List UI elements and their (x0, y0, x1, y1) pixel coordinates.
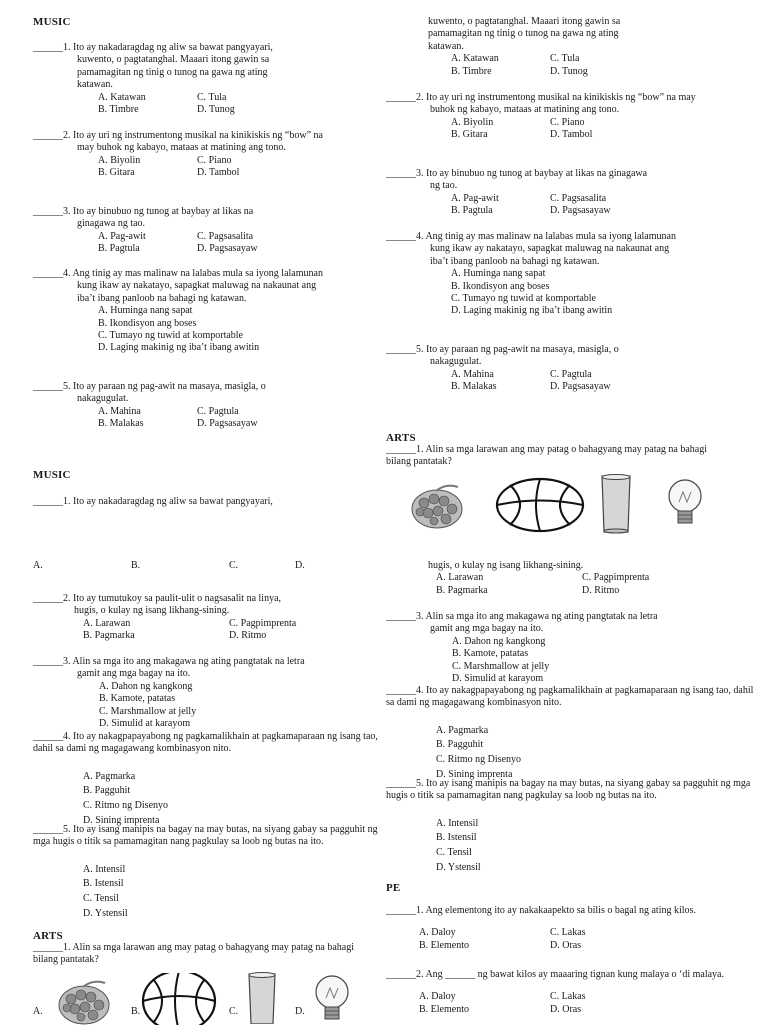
options (83, 863, 383, 921)
question-block (386, 611, 671, 685)
options (451, 369, 656, 394)
question-text: ______3. Ito ay binubuo ng tunog at baybay at likas na ginagawa ng tao. (33, 206, 254, 230)
option: B. Pagguhit (83, 785, 131, 797)
option: A. Dahon ng kangkong (99, 680, 193, 692)
option: A. Intensil (83, 863, 126, 875)
option: A. Huminga nang sapat (98, 305, 193, 317)
question-block (386, 92, 698, 142)
choice-label-c: C. (229, 560, 239, 571)
option: A. Dahon ng kangkong (452, 635, 546, 647)
question-text: ______1. Alin sa mga larawan ang may patag o bahagyang may patag na bahagi bilang pantatak? (386, 444, 708, 468)
option: C. Tensil (83, 893, 119, 904)
options (451, 53, 686, 78)
option: C. Pagtula (197, 405, 239, 417)
option: B. Ikondisyon ang boses (98, 317, 197, 329)
option: D. Pagsasayaw (550, 381, 611, 393)
pe-heading: PE (386, 882, 401, 894)
options (451, 268, 676, 318)
option: C. Tumayo ng tuwid at komportable (98, 330, 243, 342)
option: B. Ikondisyon ang boses (451, 280, 550, 292)
option: D. Tambol (550, 129, 593, 141)
option: C. Piano (197, 154, 232, 166)
option: B. Elemento (419, 939, 469, 951)
option: B. Timbre (98, 104, 139, 116)
light-bulb-image (665, 478, 705, 530)
option: C. Pagsasalita (550, 192, 607, 204)
option: B. Pagguhit (436, 739, 484, 751)
option: B. Istensil (436, 832, 477, 844)
option: C. Tula (550, 53, 580, 65)
choice-label-b: B. (131, 560, 141, 571)
question-block (386, 344, 656, 394)
question-text: ______3. Ito ay binubuo ng tunog at baybay at likas na ginagawa ng tao. (386, 168, 648, 192)
options (98, 92, 303, 117)
option: B. Elemento (419, 1003, 469, 1015)
question-text: ______2. Ito ay uri ng instrumentong musikal na kinikiskis ng “bow” na may buhok ng kabayo, mataas at matining ang tono. (33, 130, 323, 154)
question-text: ______2. Ito ay uri ng instrumentong musikal na kinikiskis ng “bow” na may buhok ng kabayo, mataas at matining ang tono. (386, 92, 696, 116)
option: A. Pagmarka (436, 724, 489, 736)
option: D. Simulid at karayom (99, 718, 191, 730)
option: C. Tula (197, 91, 227, 103)
option: A. Daloy (419, 991, 456, 1003)
option: C. Pagpimprenta (582, 572, 650, 584)
options (419, 991, 758, 1016)
question-block (33, 130, 333, 180)
option: C. Lakas (550, 927, 586, 939)
option: D. Simulid at karayom (452, 673, 544, 685)
options (436, 817, 758, 875)
question-text: ______5. Ito ay isang manipis na bagay na may butas, na siyang gabay sa pagguhit ng mga hugis o titik sa pamamagitan nang pagkulay sa loob ng butas na ito. (386, 778, 751, 802)
option: C. Tensil (436, 847, 472, 858)
options (99, 681, 318, 731)
option: B. Gitara (98, 167, 135, 179)
option: A. Pagmarka (83, 770, 136, 782)
question-block (33, 268, 323, 355)
fruit-net-image (53, 975, 115, 1025)
question-text: ______4. Ang tinig ay mas malinaw na lalabas mula sa iyong lalamunan kung ikaw ay nakatayo, sapagkat maluwag na nakaunat ang iba’t ibang panloob na bahagi ng katawan. (33, 268, 323, 304)
option: C. Tumayo ng tuwid at komportable (451, 293, 596, 305)
basketball-image (141, 973, 217, 1025)
question-text: ______5. Ito ay isang manipis na bagay na may butas, na siyang gabay sa pagguhit ng mga hugis o titik sa pamamagitan nang pagkulay sa loob ng butas na ito. (33, 824, 378, 848)
question-block (33, 731, 383, 828)
option: C. Pagpimprenta (229, 617, 297, 629)
question-text: ______4. Ito ay nakagpapayabong ng pagkamalikhain at pagkamaparaan ng isang tao, dahil sa dami ng magagawang kombinasyon nito. (386, 685, 754, 709)
choice-label-a: A. (33, 560, 43, 571)
options (451, 117, 698, 142)
question-text: hugis, o kulay ng isang likhang-sining. (74, 605, 230, 617)
option: D. Pagsasayaw (550, 205, 611, 217)
options (419, 927, 758, 952)
option: A. Larawan (83, 617, 131, 629)
option: A. Mahina (451, 368, 494, 380)
question-text: ______1. Ito ay nakadaragdag ng aliw sa bawat pangyayari, kuwento, o pagtatanghal. Maaari itong gawin sa pamamagitan ng tinig o tunog na gawa ng ating katawan. (33, 42, 273, 91)
question-text: kuwento, o pagtatanghal. Maaari itong gawin sa pamamagitan ng tinig o tunog na gawa ng ating katawan. (428, 16, 621, 52)
option: B. Istensil (83, 878, 124, 890)
question-block (33, 824, 383, 921)
option: B. Pagtula (98, 243, 140, 255)
question-block (33, 206, 293, 256)
option: A. Daloy (419, 927, 456, 939)
question-block (386, 231, 676, 318)
question-block (386, 560, 726, 597)
option: D. Oras (550, 939, 582, 951)
option: D. Laging makinig ng iba’t ibang awitin (98, 342, 260, 354)
question-block (386, 905, 758, 952)
cup-image (245, 972, 279, 1024)
options (436, 724, 758, 782)
option: A. Biyolin (98, 154, 141, 166)
option: B. Pagmarka (436, 584, 488, 596)
option: C. Ritmo ng Disenyo (83, 800, 169, 811)
question-block (33, 656, 318, 730)
option: C. Pagsasalita (197, 230, 254, 242)
arts-heading: ARTS (33, 930, 63, 942)
question-block (33, 42, 303, 116)
option: D. Pagsasayaw (197, 418, 258, 430)
options (83, 618, 333, 643)
question-text: ______4. Ito ay nakagpapayabong ng pagkamalikhain at pagkamaparaan ng isang tao, dahil sa dami ng magagawang kombinasyon nito. (33, 731, 378, 755)
question-text: ______1. Alin sa mga larawan ang may patag o bahagyang may patag na bahagi bilang pantatak? (33, 942, 355, 966)
question-block (386, 685, 758, 782)
choice-label-c: C. (229, 1006, 239, 1017)
option: C. Piano (550, 116, 585, 128)
option: D. Sining imprenta (436, 768, 513, 780)
fruit-net-image (406, 479, 468, 529)
option: B. Timbre (451, 65, 492, 77)
option: A. Pag-awit (98, 230, 146, 242)
question-block (386, 778, 758, 875)
choice-label-b: B. (131, 1006, 141, 1017)
option: A. Larawan (436, 572, 484, 584)
option: D. Tambol (197, 167, 240, 179)
options (83, 770, 383, 828)
question-text: ______2. Ang ______ ng bawat kilos ay maaaring tignan kung malaya o ‘di malaya. (386, 969, 724, 980)
question-block (386, 969, 758, 1016)
option: D. Ritmo (582, 584, 620, 596)
choice-label-a: A. (33, 1006, 43, 1017)
options (452, 636, 671, 686)
options (98, 406, 303, 431)
question-text: ______2. Ito ay tumutukoy sa paulit-ulit o nagsasalit na linya, (33, 593, 282, 604)
option: C. Ritmo ng Disenyo (436, 754, 522, 765)
option: A. Pag-awit (451, 192, 499, 204)
question-text: hugis, o kulay ng isang likhang-sining. (428, 560, 584, 571)
options (98, 231, 293, 256)
music-heading: MUSIC (33, 469, 71, 481)
light-bulb-image (312, 974, 352, 1026)
option: D. Sining imprenta (83, 814, 160, 826)
option: D. Ystensil (83, 907, 128, 919)
option: B. Kamote, patatas (452, 648, 529, 660)
options (98, 305, 323, 355)
option: B. Pagtula (451, 205, 493, 217)
option: A. Intensil (436, 817, 479, 829)
question-text: ______1. Ang elementong ito ay nakakaapekto sa bilis o bagal ng ating kilos. (386, 905, 696, 916)
question-block (33, 593, 333, 643)
question-text: ______4. Ang tinig ay mas malinaw na lalabas mula sa iyong lalamunan kung ikaw ay nakatayo, sapagkat maluwag na nakaunat ang iba’t ibang panloob na bahagi ng katawan. (386, 231, 676, 267)
option: C. Lakas (550, 991, 586, 1003)
question-block (33, 381, 303, 431)
option: D. Laging makinig ng iba’t ibang awitin (451, 305, 613, 317)
option: B. Kamote, patatas (99, 693, 176, 705)
option: D. Ritmo (229, 630, 267, 642)
question-text: ______5. Ito ay paraan ng pag-awit na masaya, masigla, o nakagugulat. (33, 381, 266, 405)
cup-image (598, 474, 634, 534)
option: D. Tunog (550, 65, 588, 77)
option: C. Marshmallow at jelly (452, 660, 550, 672)
options (451, 193, 648, 218)
option: B. Malakas (451, 381, 497, 393)
music-heading: MUSIC (33, 16, 71, 28)
option: A. Katawan (98, 91, 146, 103)
option: A. Katawan (451, 53, 499, 65)
option: C. Marshmallow at jelly (99, 705, 197, 717)
question-text: ______1. Ito ay nakadaragdag ng aliw sa bawat pangyayari, (33, 496, 273, 507)
arts-heading: ARTS (386, 432, 416, 444)
option: D. Ystensil (436, 861, 481, 873)
option: D. Pagsasayaw (197, 243, 258, 255)
option: A. Biyolin (451, 116, 494, 128)
options (98, 155, 333, 180)
option: B. Pagmarka (83, 630, 135, 642)
option: B. Malakas (98, 418, 144, 430)
option: D. Oras (550, 1003, 582, 1015)
option: B. Gitara (451, 129, 488, 141)
option: A. Huminga nang sapat (451, 268, 546, 280)
question-text: ______3. Alin sa mga ito ang makagawa ng ating pangtatak na letra gamit ang mga bagay na ito. (33, 656, 305, 680)
option: D. Tunog (197, 104, 235, 116)
options (436, 572, 726, 597)
question-text: ______3. Alin sa mga ito ang makagawa ng ating pangtatak na letra gamit ang mga bagay na ito. (386, 611, 658, 635)
basketball-image (494, 476, 586, 534)
question-block (386, 168, 648, 218)
choice-label-d: D. (295, 560, 305, 571)
question-block (386, 16, 686, 78)
option: C. Pagtula (550, 368, 592, 380)
choice-label-d: D. (295, 1006, 305, 1017)
question-text: ______5. Ito ay paraan ng pag-awit na masaya, masigla, o nakagugulat. (386, 344, 619, 368)
option: A. Mahina (98, 405, 141, 417)
